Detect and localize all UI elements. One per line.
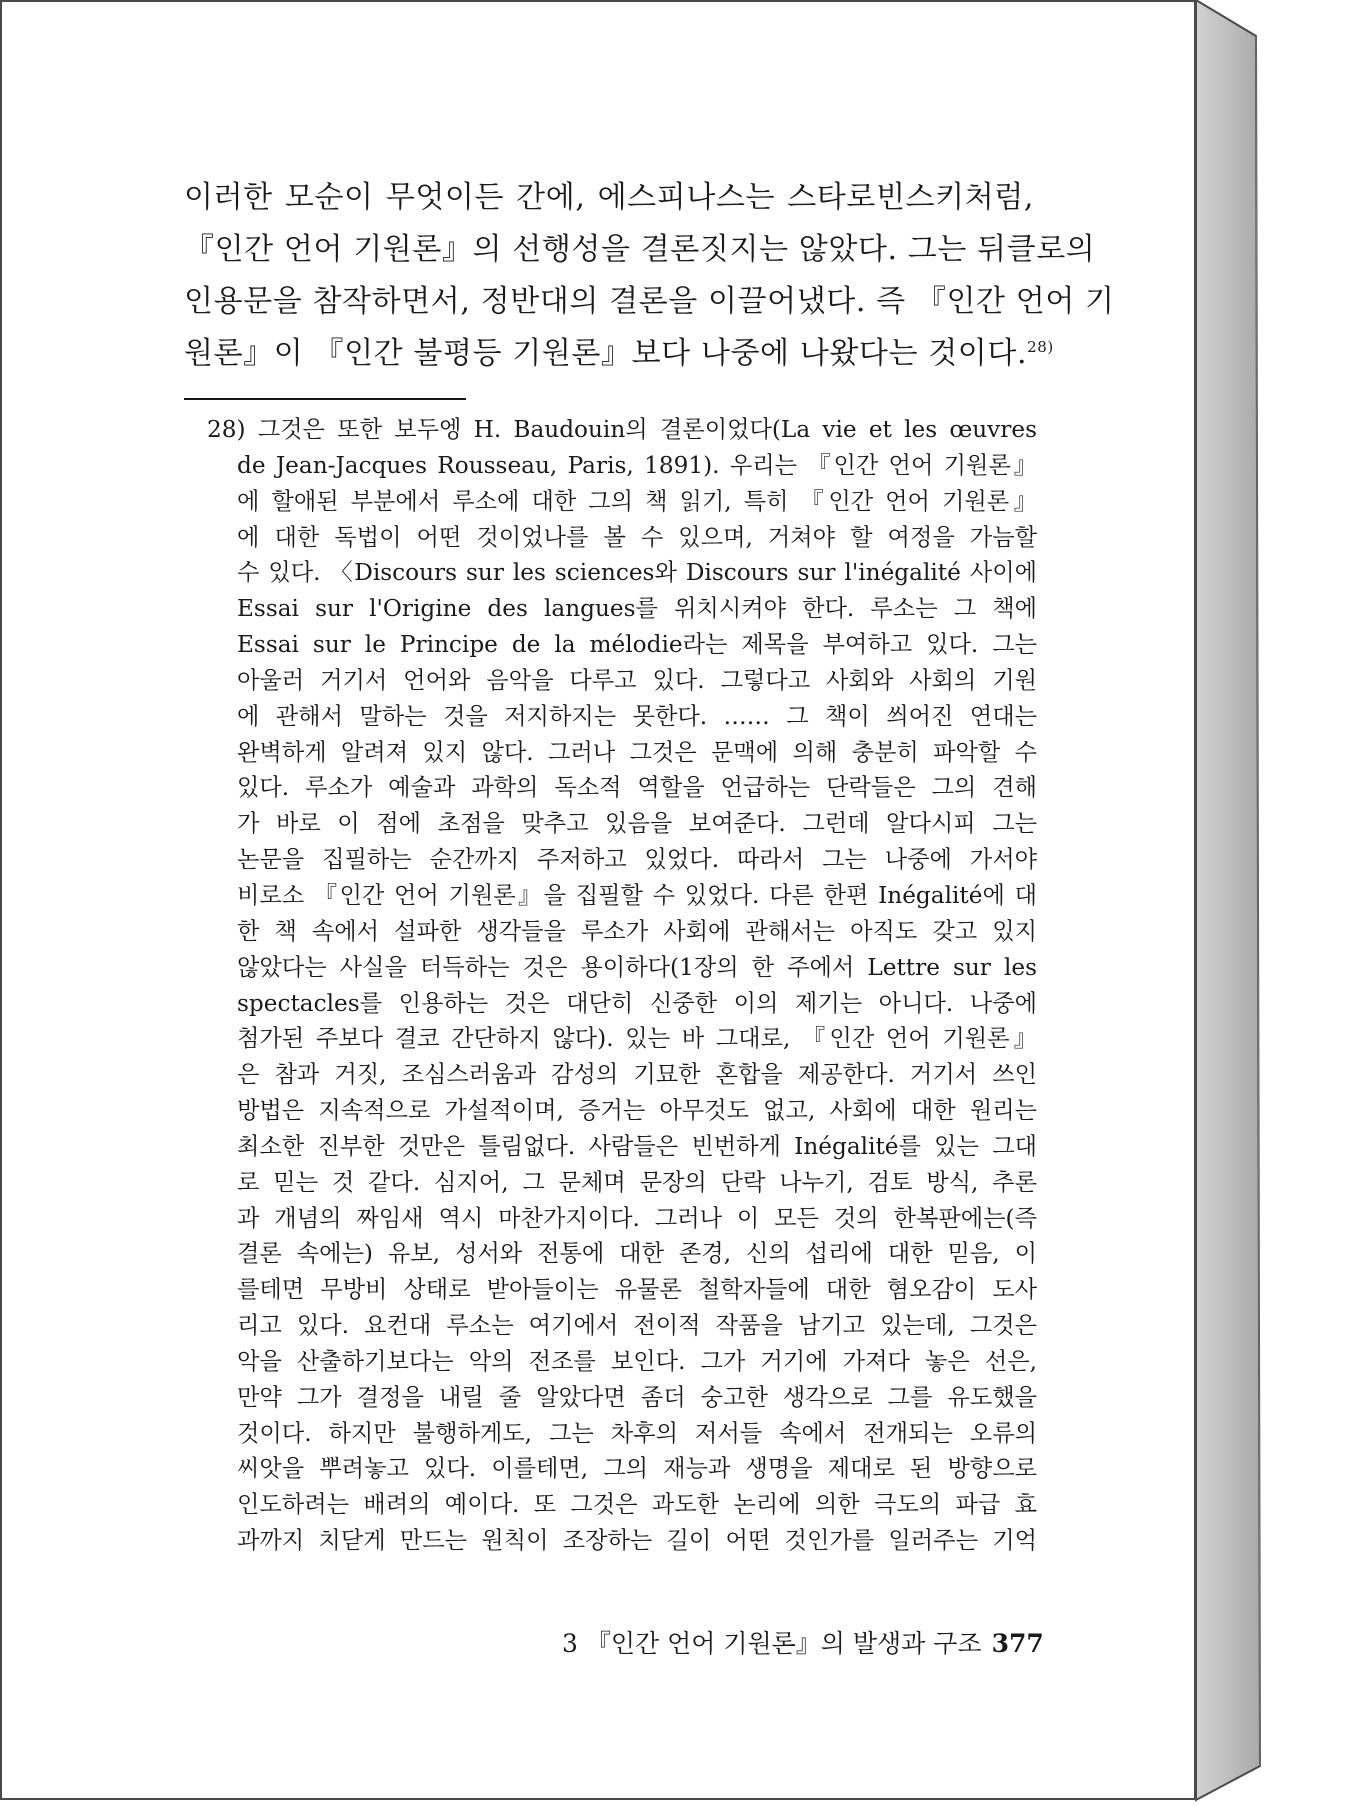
footnote — [207, 412, 1037, 1559]
footnote-line: 않았다는 사실을 터득하는 것은 용이하다(1장의 한 주에서 Lettre sur les — [237, 953, 1037, 981]
main-paragraph — [184, 172, 1115, 380]
footnote-line: Essai sur le Principe de la mélodie라는 제목을 부여하고 있다. 그는 — [237, 631, 1037, 659]
footnote-line: 있다. 루소가 예술과 과학의 독소적 역할을 언급하는 단락들은 그의 견해 — [237, 774, 1037, 802]
footnote-line: 수 있다. 〈Discours sur les sciences와 Discours sur l'inégalité 사이에 — [237, 559, 1037, 587]
chapter-title: 3 『인간 언어 기원론』의 발생과 구조 — [562, 1629, 982, 1658]
footnote-line: de Jean-Jacques Rousseau, Paris, 1891). 우리는 『인간 언어 기원론』 — [237, 451, 1037, 479]
footnote-line: 를테면 무방비 상태로 받아들이는 유물론 철학자들에 대한 혐오감이 도사 — [237, 1276, 1037, 1304]
footnote-line: 방법은 지속적으로 가설적이며, 증거는 아무것도 없고, 사회에 대한 원리는 — [237, 1097, 1037, 1125]
footnote-reference: 28) — [1027, 338, 1054, 356]
footnote-line: spectacles를 인용하는 것은 대단히 신중한 이의 제기는 아니다. 나중에 — [237, 989, 1037, 1017]
book-spine — [1196, 0, 1306, 1800]
footnote-line: 아울러 거기서 언어와 음악을 다루고 있다. 그렇다고 사회와 사회의 기원 — [237, 666, 1037, 694]
footnote-line: 완벽하게 알려져 있지 않다. 그러나 그것은 문맥에 의해 충분히 파악할 수 — [237, 738, 1037, 766]
footnote-line: 에 관해서 말하는 것을 저지하지는 못한다. …… 그 책이 씌어진 연대는 — [237, 702, 1037, 730]
footnote-line: 과까지 치닫게 만드는 원칙이 조장하는 길이 어떤 것인가를 일러주는 기억 — [237, 1527, 1037, 1555]
footnote-line: 비로소 『인간 언어 기원론』을 집필할 수 있었다. 다른 한편 Inégalité에 대 — [237, 881, 1037, 909]
footnote-line: 씨앗을 뿌려놓고 있다. 이를테면, 그의 재능과 생명을 제대로 된 방향으로 — [237, 1455, 1037, 1483]
footnote-line: 만약 그가 결정을 내릴 줄 알았다면 좀더 숭고한 생각으로 그를 유도했을 — [237, 1383, 1037, 1411]
footnote-line: 가 바로 이 점에 초점을 맞추고 있음을 보여준다. 그런데 알다시피 그는 — [237, 810, 1037, 838]
page-number: 377 — [991, 1629, 1044, 1658]
footnote-line: 리고 있다. 요컨대 루소는 여기에서 전이적 작품을 남기고 있는데, 그것은 — [237, 1312, 1037, 1340]
footnote-line: 것이다. 하지만 불행하게도, 그는 차후의 저서들 속에서 전개되는 오류의 — [237, 1419, 1037, 1447]
footnote-line: 에 할애된 부분에서 루소에 대한 그의 책 읽기, 특히 『인간 언어 기원론』 — [237, 487, 1037, 515]
main-line: 인용문을 참작하면서, 정반대의 결론을 이끌어냈다. 즉 『인간 언어 기 — [184, 284, 1115, 319]
main-line: 이러한 모순이 무엇이든 간에, 에스피나스는 스타로빈스키처럼, — [184, 180, 1034, 215]
footnote-line: 첨가된 주보다 결코 간단하지 않다). 있는 바 그대로, 『인간 언어 기원론』 — [237, 1025, 1037, 1053]
footnote-line: 논문을 집필하는 순간까지 주저하고 있었다. 따라서 그는 나중에 가서야 — [237, 846, 1037, 874]
footnote-line: 결론 속에는) 유보, 성서와 전통에 대한 존경, 신의 섭리에 대한 믿음, 이 — [237, 1240, 1037, 1268]
footnote-line: 악을 산출하기보다는 악의 전조를 보인다. 그가 거기에 가져다 놓은 선은, — [237, 1347, 1037, 1375]
main-line-text: 원론』이 『인간 불평등 기원론』보다 나중에 나왔다는 것이다. — [184, 336, 1028, 371]
footnote-line: 로 믿는 것 같다. 심지어, 그 문체며 문장의 단락 나누기, 검토 방식, 추론 — [237, 1168, 1037, 1196]
footnote-line: Essai sur l'Origine des langues를 위치시켜야 한다. 루소는 그 책에 — [237, 595, 1037, 623]
footnote-line: 최소한 진부한 것만은 틀림없다. 사람들은 빈번하게 Inégalité를 있는 그대 — [237, 1132, 1037, 1160]
footnote-divider — [184, 398, 466, 400]
footnote-line: 에 대한 독법이 어떤 것이었나를 볼 수 있으며, 거쳐야 할 여정을 가늠할 — [237, 523, 1037, 551]
footnote-line: 은 참과 거짓, 조심스러움과 감성의 기묘한 혼합을 제공한다. 거기서 쓰인 — [237, 1061, 1037, 1089]
running-footer — [562, 1627, 1044, 1661]
book-edge-graphic — [1196, 0, 1306, 1800]
footnote-line: 한 책 속에서 설파한 생각들을 루소가 사회에 관해서는 아직도 갖고 있지 — [237, 917, 1037, 945]
main-line: 『인간 언어 기원론』의 선행성을 결론짓지는 않았다. 그는 뒤클로의 — [184, 232, 1096, 267]
footnote-line: 과 개념의 짜임새 역시 마찬가지이다. 그러나 이 모든 것의 한복판에는(즉 — [237, 1204, 1037, 1232]
footnote-line: 28) 그것은 또한 보두엥 H. Baudouin의 결론이었다(La vie et les œuvres — [207, 416, 1037, 443]
main-line-last — [184, 328, 1054, 380]
footnote-line: 인도하려는 배려의 예이다. 또 그것은 과도한 논리에 의한 극도의 파급 효 — [237, 1491, 1037, 1519]
